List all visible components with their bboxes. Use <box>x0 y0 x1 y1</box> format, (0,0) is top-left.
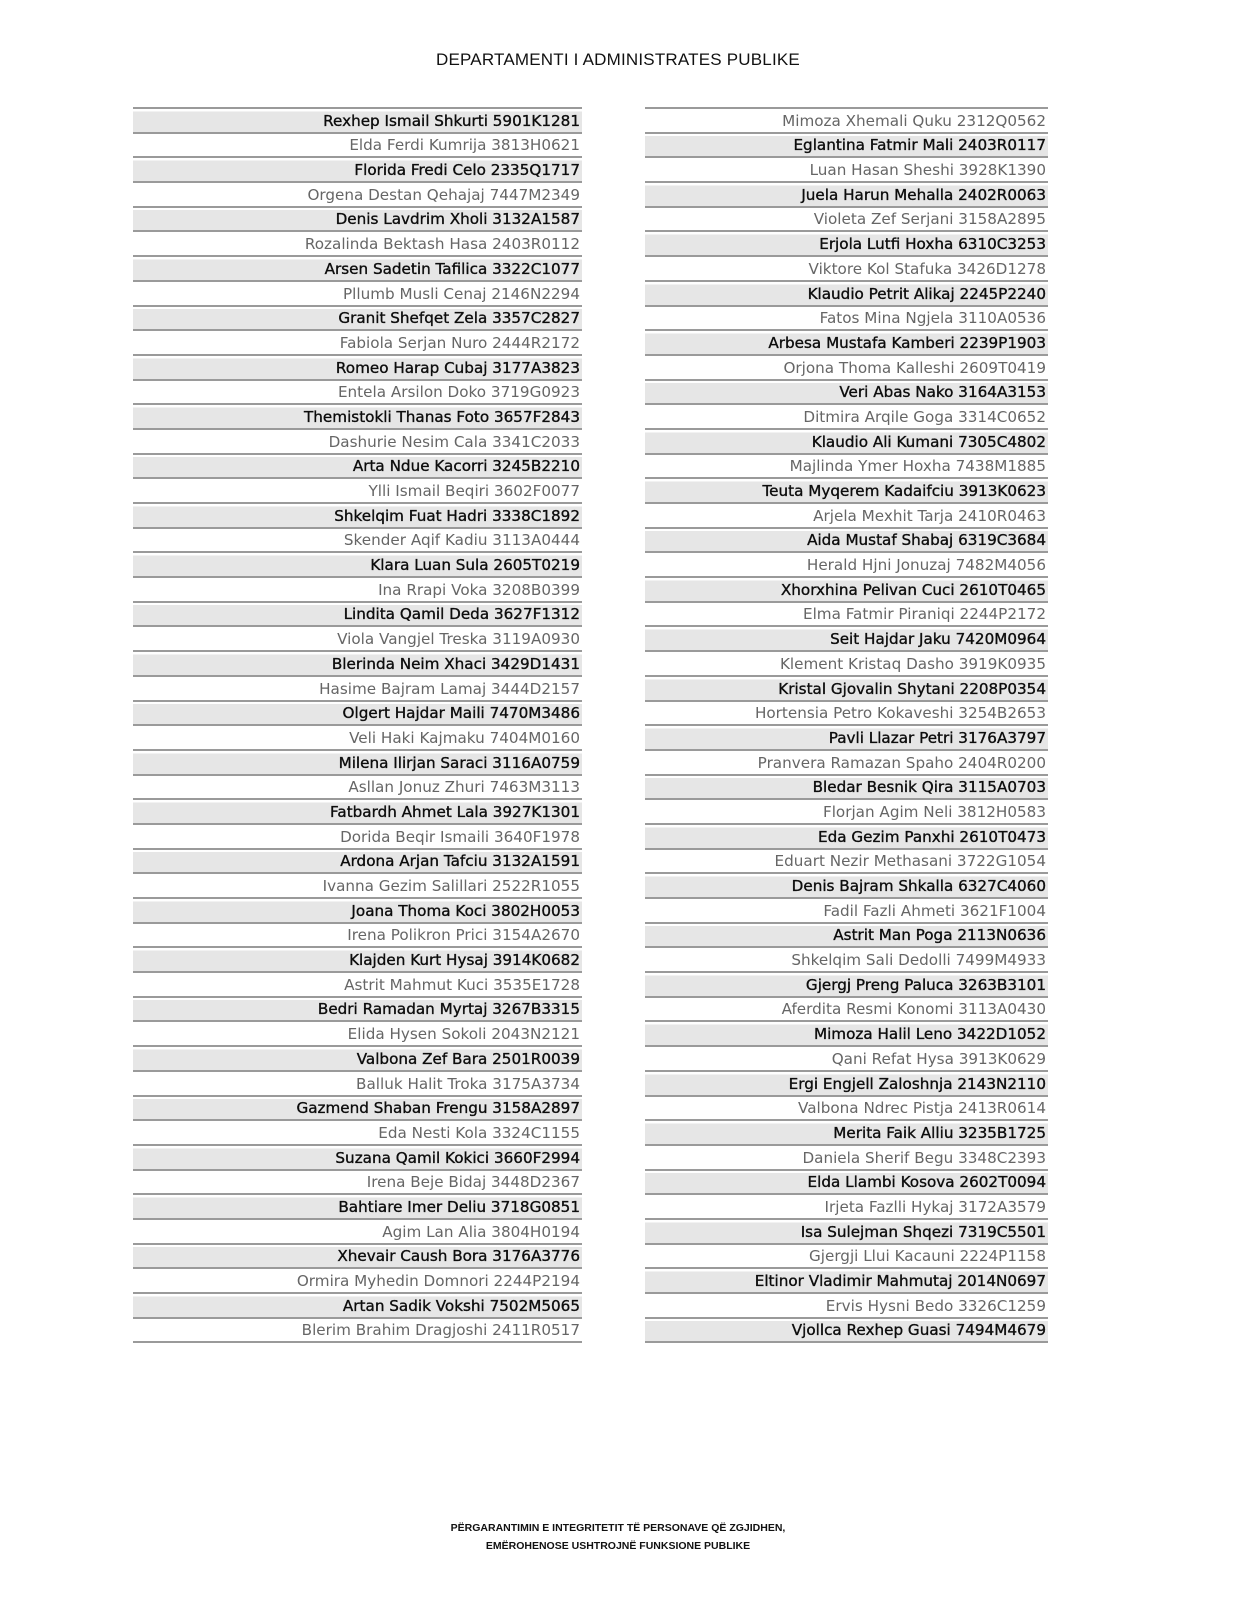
list-item-text: Hortensia Petro Kokaveshi 3254B2653 <box>754 704 1046 723</box>
list-item <box>133 331 582 356</box>
list-item-text: Viola Vangjel Treska 3119A0930 <box>337 630 580 649</box>
list-item-text: Florjan Agim Neli 3812H0583 <box>822 802 1046 821</box>
list-item-text: Viktore Kol Stafuka 3426D1278 <box>808 259 1046 278</box>
list-item-text: Irjeta Fazlli Hykaj 3172A3579 <box>824 1197 1046 1216</box>
list-item-text: Themistokli Thanas Foto 3657F2843 <box>304 407 580 426</box>
list-item-text: Ditmira Arqile Goga 3314C0652 <box>803 407 1046 426</box>
list-item-text: Dashurie Nesim Cala 3341C2033 <box>328 432 580 451</box>
list-item-text: Majlinda Ymer Hoxha 7438M1885 <box>789 457 1046 476</box>
list-item-text: Veli Haki Kajmaku 7404M0160 <box>349 728 580 747</box>
list-item-text: Agim Lan Alia 3804H0194 <box>382 1222 580 1241</box>
list-item-text: Elda Ferdi Kumrija 3813H0621 <box>349 136 580 155</box>
list-item-text: Blerinda Neim Xhaci 3429D1431 <box>331 654 580 673</box>
list-item <box>133 578 582 603</box>
list-item <box>133 1171 582 1196</box>
list-item <box>133 307 582 332</box>
list-item-text: Klajden Kurt Hysaj 3914K0682 <box>349 951 580 970</box>
list-item <box>645 1047 1048 1072</box>
list-item <box>645 702 1048 727</box>
list-item <box>133 973 582 998</box>
list-item <box>645 1072 1048 1097</box>
list-item <box>133 134 582 159</box>
list-item-text: Erjola Lutfi Hoxha 6310C3253 <box>819 235 1046 254</box>
list-item <box>645 430 1048 455</box>
list-item-text: Ina Rrapi Voka 3208B0399 <box>378 580 580 599</box>
list-item <box>133 183 582 208</box>
list-item-text: Granit Shefqet Zela 3357C2827 <box>338 309 580 328</box>
list-item <box>133 282 582 307</box>
list-item <box>133 479 582 504</box>
list-item-text: Olgert Hajdar Maili 7470M3486 <box>342 704 580 723</box>
list-item-text: Kristal Gjovalin Shytani 2208P0354 <box>778 679 1046 698</box>
list-item-text: Denis Lavdrim Xholi 3132A1587 <box>335 210 580 229</box>
left-name-list <box>133 107 582 1343</box>
list-item <box>645 874 1048 899</box>
list-item <box>645 924 1048 949</box>
list-item <box>133 1022 582 1047</box>
list-item <box>133 998 582 1023</box>
list-item <box>133 381 582 406</box>
list-item <box>133 1220 582 1245</box>
list-item-text: Juela Harun Mehalla 2402R0063 <box>801 185 1046 204</box>
list-item <box>133 158 582 183</box>
list-item-text: Arsen Sadetin Tafilica 3322C1077 <box>324 259 580 278</box>
list-item <box>645 479 1048 504</box>
list-item-text: Skender Aqif Kadiu 3113A0444 <box>343 531 580 550</box>
list-item <box>645 158 1048 183</box>
list-item <box>133 553 582 578</box>
list-item <box>645 677 1048 702</box>
list-item-text: Arjela Mexhit Tarja 2410R0463 <box>813 506 1046 525</box>
list-item <box>645 1319 1048 1344</box>
list-item <box>133 1121 582 1146</box>
list-item <box>645 1171 1048 1196</box>
list-item <box>645 998 1048 1023</box>
list-item-text: Aferdita Resmi Konomi 3113A0430 <box>781 1000 1046 1019</box>
list-item <box>645 1294 1048 1319</box>
list-item-text: Gjergj Preng Paluca 3263B3101 <box>805 975 1046 994</box>
list-item <box>133 924 582 949</box>
list-item <box>133 751 582 776</box>
list-item <box>645 1097 1048 1122</box>
list-item <box>645 405 1048 430</box>
list-item <box>645 455 1048 480</box>
list-item <box>133 800 582 825</box>
list-item <box>645 800 1048 825</box>
list-item <box>133 208 582 233</box>
list-item-text: Bledar Besnik Qira 3115A0703 <box>812 778 1046 797</box>
list-item <box>133 1245 582 1270</box>
list-item-text: Elma Fatmir Piraniqi 2244P2172 <box>802 605 1046 624</box>
list-item-text: Hasime Bajram Lamaj 3444D2157 <box>319 679 580 698</box>
list-item <box>645 825 1048 850</box>
list-item <box>645 1022 1048 1047</box>
list-item-text: Dorida Beqir Ismaili 3640F1978 <box>340 827 580 846</box>
list-item <box>133 603 582 628</box>
footer-line-2: EMËROHENOSE USHTROJNË FUNKSIONE PUBLIKE <box>485 1540 751 1552</box>
list-item-text: Shkelqim Sali Dedolli 7499M4933 <box>791 951 1046 970</box>
list-item <box>645 356 1048 381</box>
list-item-text: Qani Refat Hysa 3913K0629 <box>831 1049 1046 1068</box>
list-item <box>645 257 1048 282</box>
list-item-text: Eduart Nezir Methasani 3722G1054 <box>774 852 1046 871</box>
list-item-text: Xhorxhina Pelivan Cuci 2610T0465 <box>780 580 1046 599</box>
list-item-text: Seit Hajdar Jaku 7420M0964 <box>830 630 1046 649</box>
list-item-text: Fadil Fazli Ahmeti 3621F1004 <box>823 901 1046 920</box>
list-item <box>133 850 582 875</box>
list-item-text: Teuta Myqerem Kadaifciu 3913K0623 <box>762 482 1046 500</box>
list-item-text: Asllan Jonuz Zhuri 7463M3113 <box>348 778 580 797</box>
page-title: DEPARTAMENTI I ADMINISTRATES PUBLIKE <box>436 50 800 69</box>
list-item <box>645 307 1048 332</box>
list-item-text: Gazmend Shaban Frengu 3158A2897 <box>296 1099 580 1118</box>
list-item-text: Shkelqim Fuat Hadri 3338C1892 <box>334 506 580 525</box>
list-item-text: Isa Sulejman Shqezi 7319C5501 <box>800 1222 1046 1241</box>
list-item-text: Irena Beje Bidaj 3448D2367 <box>366 1173 580 1192</box>
list-item-text: Ardona Arjan Tafciu 3132A1591 <box>340 852 580 871</box>
list-item <box>133 1047 582 1072</box>
list-item-text: Rexhep Ismail Shkurti 5901K1281 <box>323 111 580 130</box>
list-item-text: Klaudio Ali Kumani 7305C4802 <box>811 432 1046 451</box>
list-item-text: Veri Abas Nako 3164A3153 <box>839 383 1046 402</box>
list-item <box>645 1269 1048 1294</box>
list-item-text: Florida Fredi Celo 2335Q1717 <box>354 161 580 180</box>
list-item-text: Vjollca Rexhep Guasi 7494M4679 <box>791 1321 1046 1340</box>
list-item <box>645 776 1048 801</box>
list-item <box>645 331 1048 356</box>
list-item-text: Klara Luan Sula 2605T0219 <box>370 556 580 575</box>
list-item-text: Arbesa Mustafa Kamberi 2239P1903 <box>768 333 1046 352</box>
list-item-text: Bedri Ramadan Myrtaj 3267B3315 <box>317 1000 580 1019</box>
list-item-text: Klaudio Petrit Alikaj 2245P2240 <box>807 284 1046 303</box>
list-item <box>133 109 582 134</box>
list-item <box>133 627 582 652</box>
list-item <box>133 232 582 257</box>
list-item <box>133 356 582 381</box>
list-item-text: Arta Ndue Kacorri 3245B2210 <box>352 457 580 476</box>
list-item <box>645 1121 1048 1146</box>
list-item <box>133 1294 582 1319</box>
list-item <box>133 430 582 455</box>
list-item <box>133 677 582 702</box>
list-item-text: Valbona Ndrec Pistja 2413R0614 <box>798 1099 1046 1118</box>
list-item-text: Fabiola Serjan Nuro 2444R2172 <box>339 333 580 352</box>
list-item-text: Luan Hasan Sheshi 3928K1390 <box>809 161 1046 180</box>
list-item-text: Herald Hjni Jonuzaj 7482M4056 <box>806 556 1046 575</box>
list-item <box>645 751 1048 776</box>
list-item-text: Ivanna Gezim Salillari 2522R1055 <box>322 877 580 895</box>
list-item <box>645 134 1048 159</box>
list-item <box>645 726 1048 751</box>
list-item-text: Daniela Sherif Begu 3348C2393 <box>802 1148 1046 1167</box>
list-item-text: Elda Llambi Kosova 2602T0094 <box>807 1173 1046 1192</box>
list-item <box>133 1146 582 1171</box>
list-item-text: Balluk Halit Troka 3175A3734 <box>356 1074 580 1093</box>
list-item <box>645 208 1048 233</box>
list-item-text: Elida Hysen Sokoli 2043N2121 <box>347 1025 580 1044</box>
list-item-text: Klement Kristaq Dasho 3919K0935 <box>779 654 1046 673</box>
list-item-text: Eglantina Fatmir Mali 2403R0117 <box>793 136 1046 155</box>
list-item <box>645 1146 1048 1171</box>
list-item <box>133 702 582 727</box>
list-item <box>133 504 582 529</box>
list-item-text: Orgena Destan Qehajaj 7447M2349 <box>307 185 580 204</box>
list-item-text: Merita Faik Alliu 3235B1725 <box>833 1123 1046 1142</box>
list-item <box>133 405 582 430</box>
list-item-text: Astrit Mahmut Kuci 3535E1728 <box>344 975 580 994</box>
list-item-text: Mimoza Halil Leno 3422D1052 <box>813 1025 1046 1044</box>
list-item <box>645 504 1048 529</box>
list-item-text: Irena Polikron Prici 3154A2670 <box>347 926 580 945</box>
list-item-text: Mimoza Xhemali Quku 2312Q0562 <box>782 111 1046 130</box>
list-item <box>133 455 582 480</box>
list-item-text: Violeta Zef Serjani 3158A2895 <box>813 210 1046 229</box>
list-item-text: Joana Thoma Koci 3802H0053 <box>351 901 580 920</box>
list-item-text: Suzana Qamil Kokici 3660F2994 <box>335 1148 580 1167</box>
list-item-text: Ormira Myhedin Domnori 2244P2194 <box>296 1272 580 1290</box>
list-item-text: Eda Nesti Kola 3324C1155 <box>378 1123 580 1142</box>
list-item-text: Astrit Man Poga 2113N0636 <box>833 926 1046 945</box>
list-item <box>133 1097 582 1122</box>
list-item-text: Valbona Zef Bara 2501R0039 <box>356 1049 580 1068</box>
list-item <box>645 1220 1048 1245</box>
list-item <box>133 1195 582 1220</box>
list-item <box>133 529 582 554</box>
list-item-text: Lindita Qamil Deda 3627F1312 <box>343 605 580 624</box>
list-item <box>645 232 1048 257</box>
list-item-text: Eda Gezim Panxhi 2610T0473 <box>818 827 1046 846</box>
list-item <box>645 529 1048 554</box>
list-item <box>645 1245 1048 1270</box>
list-item <box>645 1195 1048 1220</box>
list-item-text: Gjergji Llui Kacauni 2224P1158 <box>809 1247 1046 1266</box>
list-item-text: Pavli Llazar Petri 3176A3797 <box>828 728 1046 747</box>
list-item <box>645 282 1048 307</box>
list-item-text: Artan Sadik Vokshi 7502M5065 <box>342 1296 580 1315</box>
list-item <box>645 850 1048 875</box>
list-item-text: Orjona Thoma Kalleshi 2609T0419 <box>783 358 1046 377</box>
list-item-text: Eltinor Vladimir Mahmutaj 2014N0697 <box>754 1272 1046 1290</box>
list-item <box>133 948 582 973</box>
list-item-text: Xhevair Caush Bora 3176A3776 <box>337 1247 580 1266</box>
list-item-text: Ylli Ismail Beqiri 3602F0077 <box>368 482 580 500</box>
list-item <box>645 553 1048 578</box>
list-item-text: Bahtiare Imer Deliu 3718G0851 <box>338 1197 580 1216</box>
list-item <box>133 776 582 801</box>
list-item-text: Romeo Harap Cubaj 3177A3823 <box>335 358 580 377</box>
list-item-text: Rozalinda Bektash Hasa 2403R0112 <box>304 235 580 254</box>
list-item <box>133 652 582 677</box>
list-item-text: Denis Bajram Shkalla 6327C4060 <box>791 877 1046 895</box>
list-item <box>133 825 582 850</box>
list-item-text: Milena Ilirjan Saraci 3116A0759 <box>338 753 580 772</box>
list-item <box>645 603 1048 628</box>
list-item <box>133 1072 582 1097</box>
list-item <box>133 899 582 924</box>
list-item-text: Ervis Hysni Bedo 3326C1259 <box>825 1296 1046 1315</box>
list-item-text: Pranvera Ramazan Spaho 2404R0200 <box>757 753 1046 772</box>
list-item <box>645 183 1048 208</box>
right-name-list <box>645 107 1048 1343</box>
list-item <box>645 627 1048 652</box>
list-item <box>133 257 582 282</box>
list-item-text: Fatbardh Ahmet Lala 3927K1301 <box>330 802 580 821</box>
list-item <box>645 652 1048 677</box>
list-item-text: Aida Mustaf Shabaj 6319C3684 <box>807 531 1046 550</box>
list-item <box>133 1269 582 1294</box>
list-item-text: Pllumb Musli Cenaj 2146N2294 <box>343 284 580 303</box>
list-item <box>645 578 1048 603</box>
list-item-text: Entela Arsilon Doko 3719G0923 <box>337 383 580 402</box>
list-item-text: Ergi Engjell Zaloshnja 2143N2110 <box>788 1074 1046 1093</box>
list-item <box>645 948 1048 973</box>
list-item-text: Blerim Brahim Dragjoshi 2411R0517 <box>301 1321 580 1340</box>
footer-line-1: PËRGARANTIMIN E INTEGRITETIT TË PERSONAVE QË ZGJIDHEN, <box>450 1522 786 1534</box>
list-item <box>645 973 1048 998</box>
list-item <box>133 726 582 751</box>
footer <box>0 1519 1236 1555</box>
list-item-text: Fatos Mina Ngjela 3110A0536 <box>819 309 1046 328</box>
list-item <box>645 899 1048 924</box>
list-item <box>133 874 582 899</box>
list-item <box>645 109 1048 134</box>
list-item <box>645 381 1048 406</box>
list-item <box>133 1319 582 1344</box>
